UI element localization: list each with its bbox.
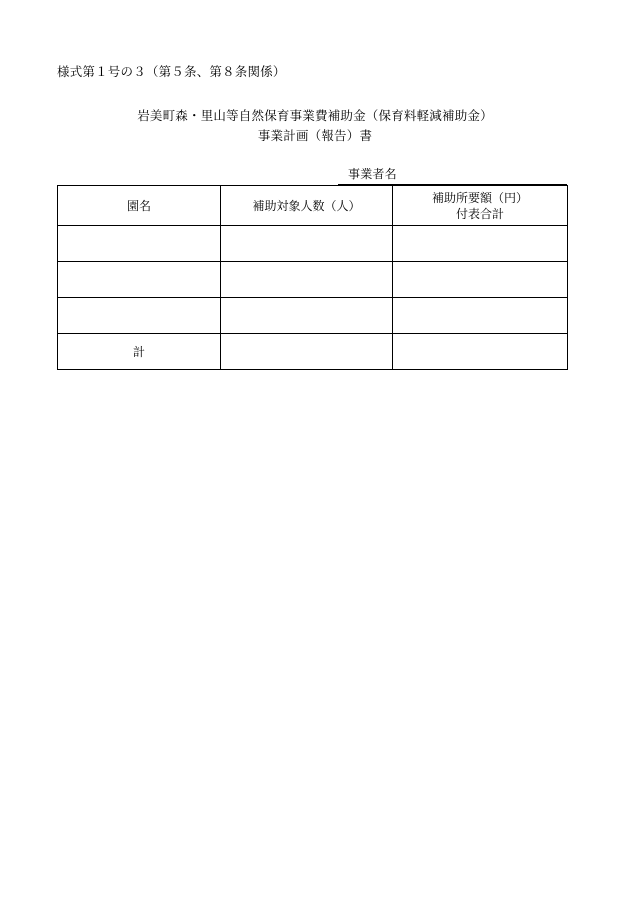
table-row — [58, 298, 568, 334]
cell-name[interactable] — [58, 262, 221, 298]
operator-name-field[interactable] — [338, 165, 567, 185]
cell-amount[interactable] — [393, 298, 568, 334]
cell-total-count[interactable] — [221, 334, 393, 370]
table-row — [58, 262, 568, 298]
header-cell-name: 園名 — [58, 186, 221, 226]
table-row — [58, 226, 568, 262]
cell-amount[interactable] — [393, 226, 568, 262]
cell-total-amount[interactable] — [393, 334, 568, 370]
cell-name[interactable] — [58, 298, 221, 334]
cell-name[interactable] — [58, 226, 221, 262]
cell-count[interactable] — [221, 262, 393, 298]
header-cell-amount-line1: 補助所要額（円） — [431, 190, 528, 205]
cell-total-label: 計 — [58, 334, 221, 370]
header-cell-amount — [393, 186, 568, 226]
cell-count[interactable] — [221, 226, 393, 262]
header-cell-count: 補助対象人数（人） — [221, 186, 393, 226]
cell-count[interactable] — [221, 298, 393, 334]
table-total-row — [58, 334, 568, 370]
cell-amount[interactable] — [393, 262, 568, 298]
table-header-row — [58, 186, 568, 226]
title-line-2: 事業計画（報告）書 — [257, 129, 373, 143]
operator-name-label: 事業者名 — [348, 167, 397, 181]
form-number: 様式第１号の３（第５条、第８条関係） — [57, 65, 286, 79]
document-title — [0, 106, 630, 146]
grant-table — [57, 185, 568, 370]
title-line-1: 岩美町森・里山等自然保育事業費補助金（保育料軽減補助金） — [137, 109, 493, 123]
header-cell-amount-line2: 付表合計 — [455, 206, 504, 221]
